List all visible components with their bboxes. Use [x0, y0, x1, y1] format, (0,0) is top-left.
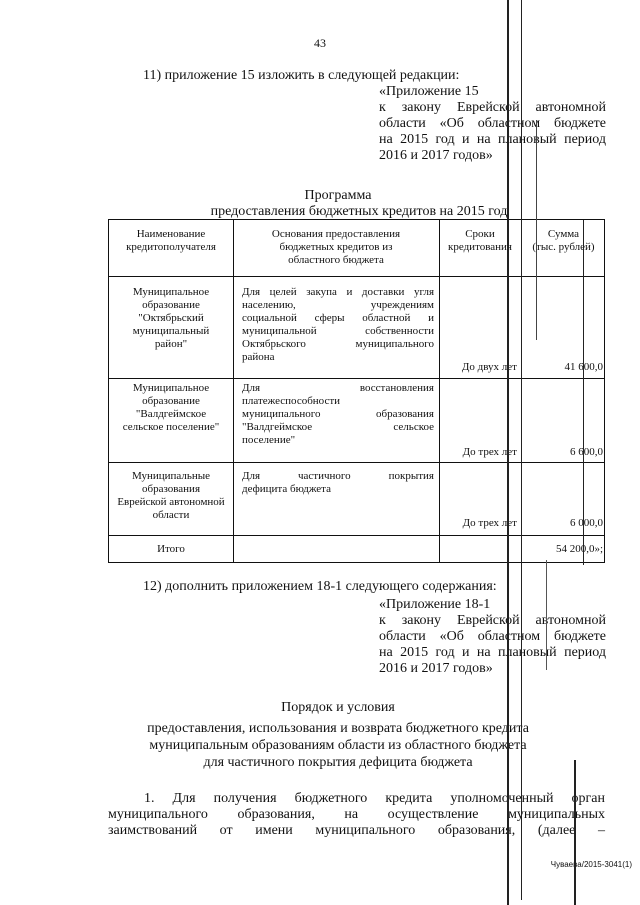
procedure-title: Порядок и условия — [281, 700, 395, 715]
program-title: Программа — [304, 188, 372, 203]
row-3-basis — [242, 470, 434, 496]
row-1-sum: 41 600,0 — [564, 361, 603, 373]
cell-line: дефицита бюджета — [242, 483, 331, 495]
cell-line: "Октябрьский — [138, 312, 204, 324]
cell-line: образования — [141, 483, 201, 495]
item-11-text: 11) приложение 15 изложить в следующей редакции: — [143, 68, 460, 83]
appendix-15-line: «Приложение 15 — [379, 84, 479, 99]
program-subtitle: предоставления бюджетных кредитов на 2015 год — [210, 204, 508, 219]
cell-line: Муниципальные — [131, 470, 211, 482]
paragraph-1 — [108, 791, 605, 839]
appendix-18-1-line: 2016 и 2017 годов» — [379, 661, 493, 676]
scan-artifact-line — [507, 0, 509, 905]
cell-line: "Валдгеймское сельское — [242, 421, 434, 433]
header-basis — [233, 228, 439, 267]
total-sum: 54 200,0»; — [555, 543, 603, 555]
table-rule — [109, 378, 604, 379]
cell-line: Для частичного покрытия — [242, 470, 434, 482]
row-1-term: До двух лет — [461, 361, 517, 373]
cell-line: "Валдгеймское — [135, 408, 207, 420]
table-rule — [109, 462, 604, 463]
paragraph-line: муниципального образования, на осуществление муниципальных — [108, 807, 605, 822]
appendix-15-line: к закону Еврейской автономной — [379, 100, 606, 115]
row-2-recipient — [109, 382, 233, 434]
cell-line: Октябрьского муниципального — [242, 338, 434, 350]
cell-line: образование — [142, 395, 200, 407]
cell-line: муниципальной собственности — [242, 325, 434, 337]
cell-line: Для восстановления — [242, 382, 434, 394]
table-rule — [109, 535, 604, 536]
appendix-15-block — [379, 84, 606, 164]
appendix-15-line: области «Об областном бюджете — [379, 116, 606, 131]
cell-line: образование — [142, 299, 200, 311]
row-2-basis — [242, 382, 434, 447]
cell-line: Еврейской автономной — [117, 496, 225, 508]
procedure-line: муниципальным образованиям области из областного бюджета — [149, 738, 527, 753]
appendix-15-line: 2016 и 2017 годов» — [379, 148, 493, 163]
appendix-18-1-block — [379, 597, 606, 677]
scan-artifact-line — [521, 0, 522, 900]
cell-line: район" — [154, 338, 188, 350]
cell-line: Муниципальное — [132, 286, 210, 298]
scan-artifact-line — [536, 120, 537, 340]
cell-line: населению, учреждениям — [242, 299, 434, 311]
cell-line: поселение" — [242, 434, 296, 446]
procedure-line: предоставления, использования и возврата бюджетного кредита — [147, 721, 529, 736]
header-recipient — [109, 228, 233, 254]
table-rule — [439, 220, 440, 562]
cell-line: сельское поселение" — [122, 421, 220, 433]
header-line: Основания предоставления — [271, 228, 401, 240]
appendix-15-line: на 2015 год и на плановый период — [379, 132, 606, 147]
procedure-line: для частичного покрытия дефицита бюджета — [203, 755, 473, 770]
paragraph-line: заимствований от имени муниципального образования, (далее – — [108, 823, 605, 838]
cell-line: области — [152, 509, 190, 521]
row-1-recipient — [109, 286, 233, 351]
header-line: Сумма — [547, 228, 580, 240]
item-12-text: 12) дополнить приложением 18-1 следующего содержания: — [143, 579, 497, 594]
header-line: кредитования — [448, 241, 512, 253]
table-rule — [233, 220, 234, 562]
scan-artifact-line — [574, 760, 576, 905]
paragraph-line: 1. Для получения бюджетного кредита уполномоченный орган — [144, 791, 605, 806]
appendix-18-1-line: «Приложение 18-1 — [379, 597, 491, 612]
row-3-recipient — [109, 470, 233, 522]
table-rule — [109, 276, 604, 277]
page-number: 43 — [314, 36, 326, 50]
row-2-term: До трех лет — [462, 446, 517, 458]
cell-line: Для целей закупа и доставки угля — [242, 286, 434, 298]
header-line: Наименование — [136, 228, 206, 240]
header-line: (тыс. рублей) — [532, 241, 595, 253]
row-3-term: До трех лет — [462, 517, 517, 529]
scan-artifact-line — [546, 560, 547, 670]
header-line: Сроки — [465, 228, 495, 240]
row-1-basis — [242, 286, 434, 364]
cell-line: платежеспособности — [242, 395, 341, 407]
cell-line: муниципального образования — [242, 408, 434, 420]
header-line: бюджетных кредитов из — [279, 241, 393, 253]
appendix-18-1-line: области «Об областном бюджете — [379, 629, 606, 644]
row-3-sum: 6 000,0 — [570, 517, 603, 529]
header-sum — [521, 228, 606, 254]
appendix-18-1-line: к закону Еврейской автономной — [379, 613, 606, 628]
cell-line: Муниципальное — [132, 382, 210, 394]
header-line: областного бюджета — [288, 254, 384, 266]
row-2-sum: 6 600,0 — [570, 446, 603, 458]
credit-program-table — [108, 219, 605, 563]
total-label: Итого — [157, 543, 185, 555]
scan-artifact-line — [583, 220, 584, 565]
cell-line: социальной сферы областной и — [242, 312, 434, 324]
appendix-18-1-line: на 2015 год и на плановый период — [379, 645, 606, 660]
cell-line: муниципальный — [132, 325, 210, 337]
footer-document-code: Чуваева/2015-3041(1) — [550, 860, 632, 869]
cell-line: района — [242, 351, 275, 363]
header-line: кредитополучателя — [126, 241, 216, 253]
